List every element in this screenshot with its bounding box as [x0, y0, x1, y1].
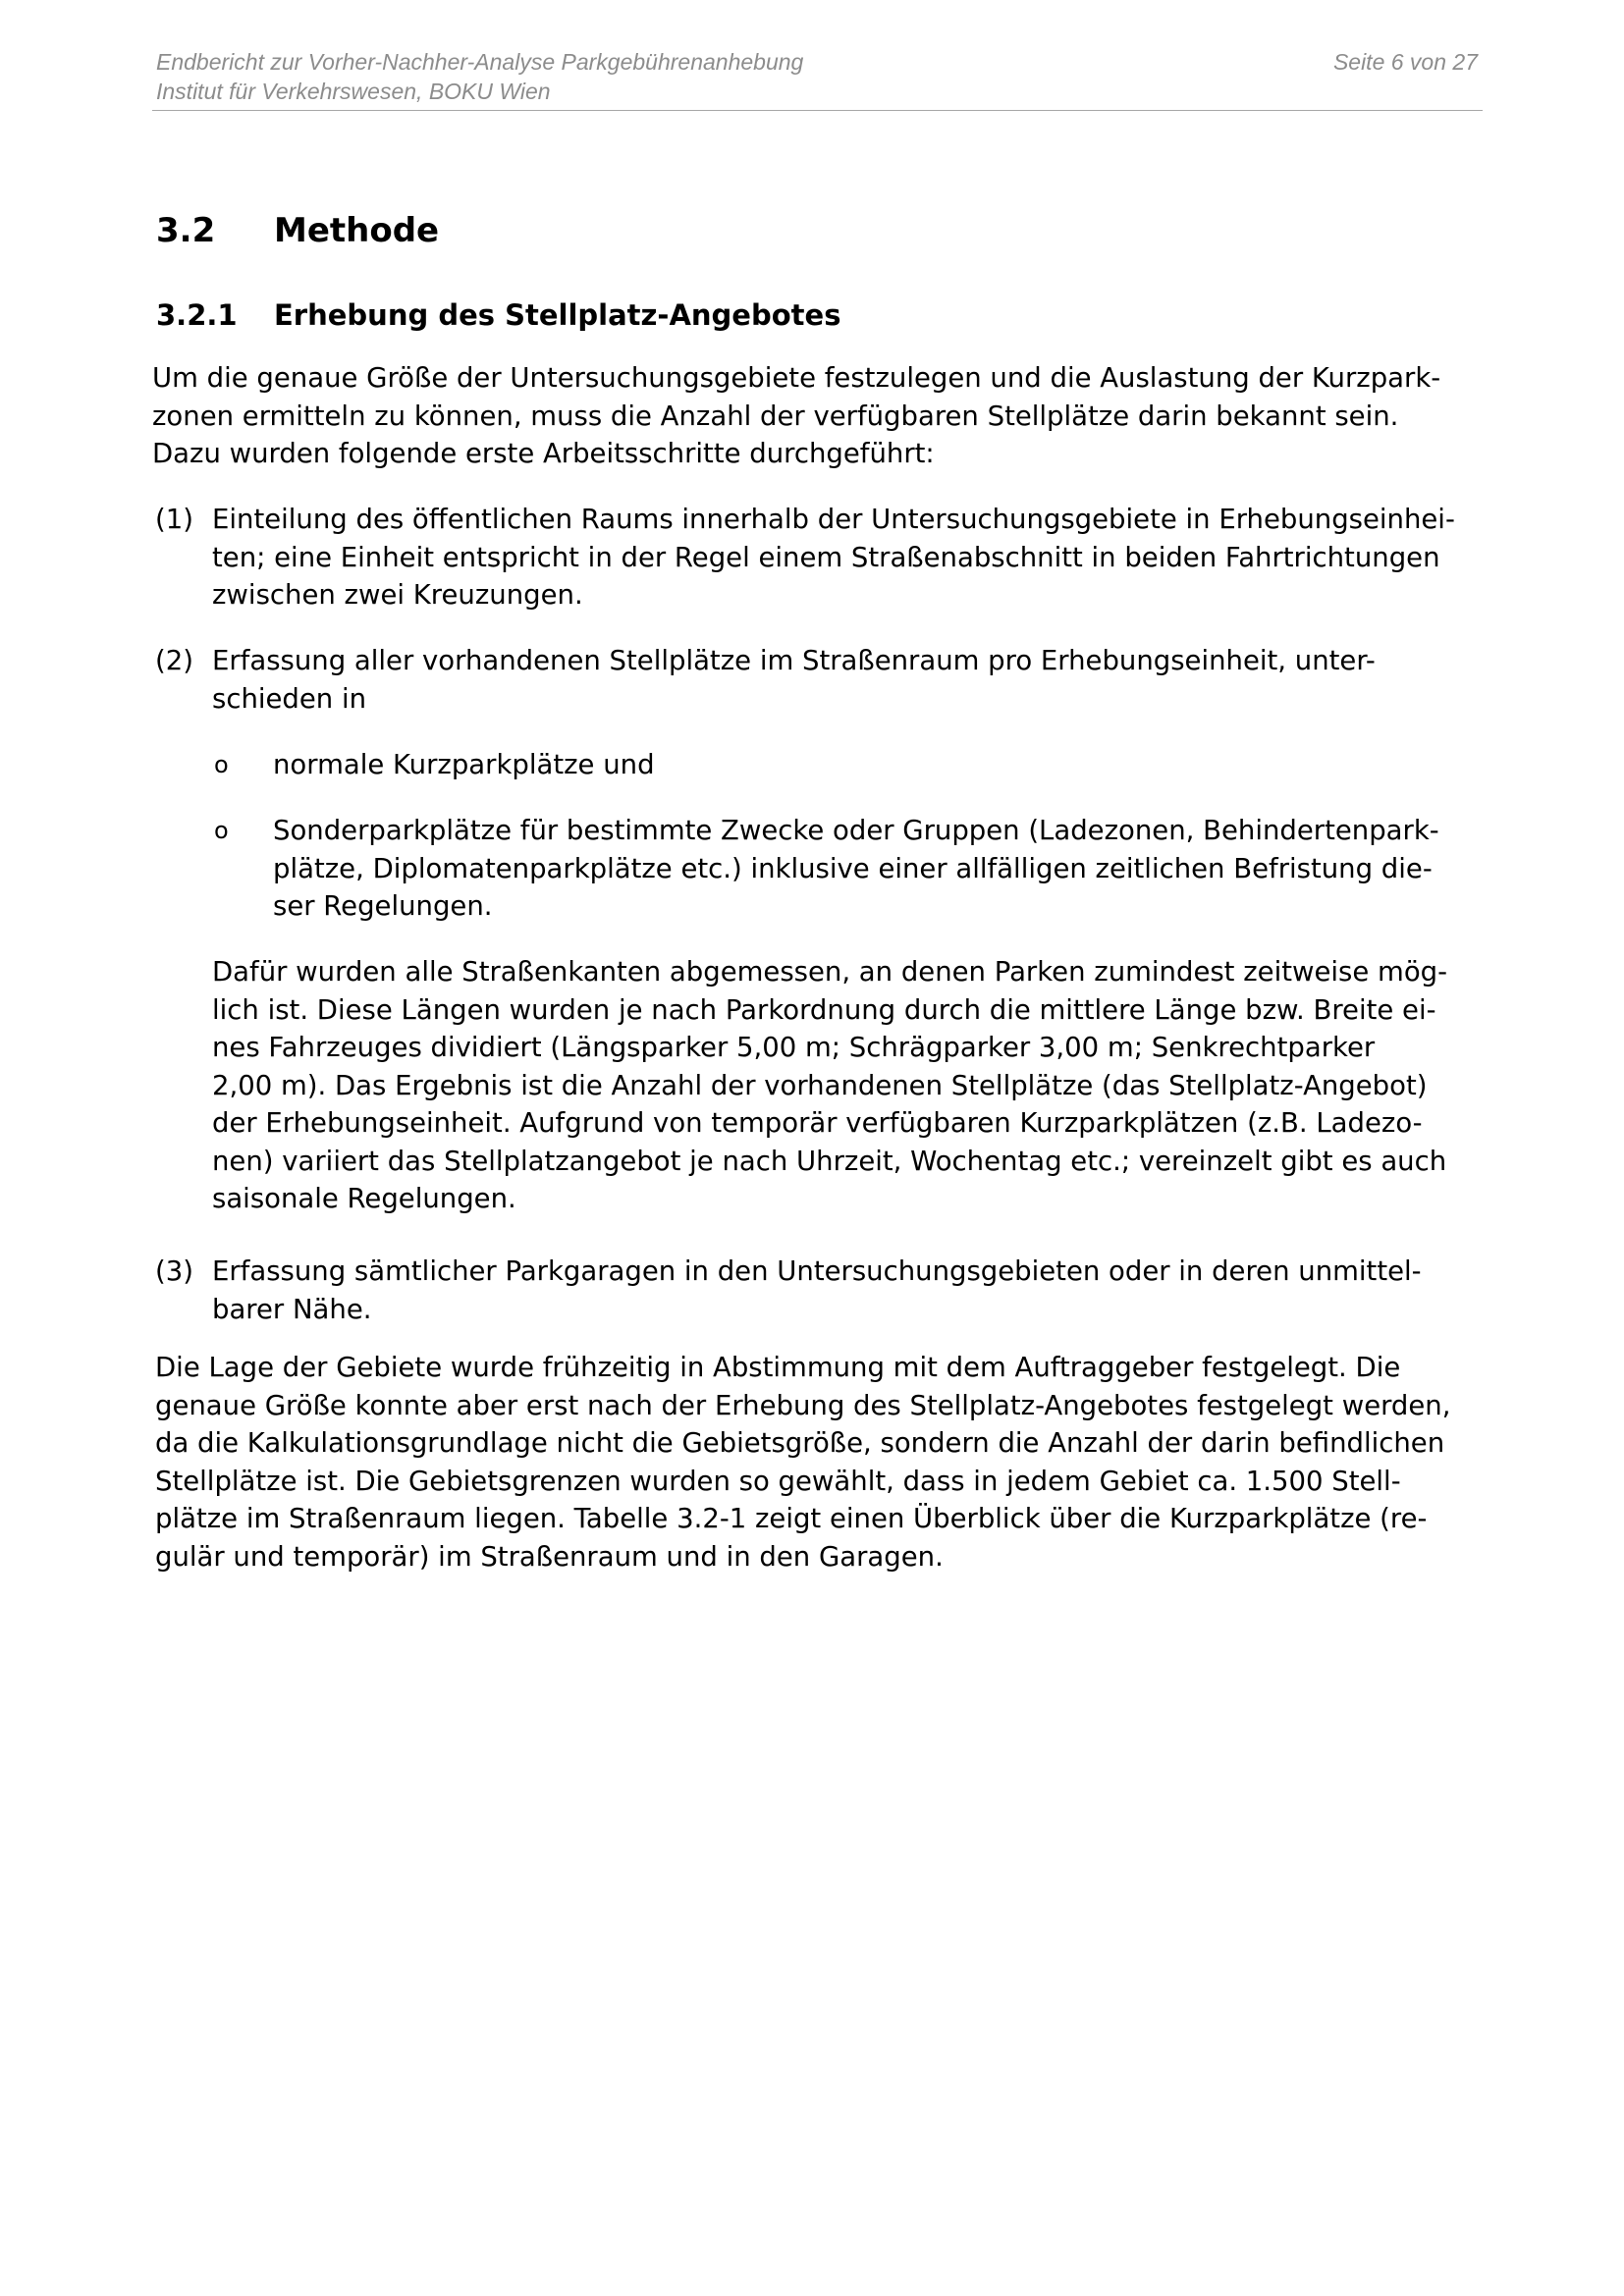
bullet-marker: o: [214, 751, 229, 778]
step2-note-paragraph: [212, 953, 1489, 1218]
section-heading: [156, 211, 439, 250]
text-line: Stellplätze ist. Die Gebietsgrenzen wurden so gewählt, dass in jedem Gebiet ca. 1.500 Stell-: [155, 1465, 1401, 1497]
text-line: der Erhebungseinheit. Aufgrund von temporär verfügbaren Kurzparkplätzen (z.B. Ladezo-: [212, 1107, 1423, 1139]
text-line: Um die genaue Größe der Untersuchungsgebiete festzulegen und die Auslastung der Kurzpark-: [152, 362, 1441, 394]
section-number: 3.2: [156, 211, 216, 250]
text-line: normale Kurzparkplätze und: [273, 749, 655, 780]
text-line: zwischen zwei Kreuzungen.: [212, 579, 583, 611]
text-line: schieden in: [212, 682, 367, 715]
bullet-marker: o: [214, 817, 229, 844]
text-line: Sonderparkplätze für bestimmte Zwecke oder Gruppen (Ladezonen, Behindertenpark-: [273, 815, 1439, 846]
text-line: lich ist. Diese Längen wurden je nach Parkordnung durch die mittlere Länge bzw. Breite ei-: [212, 993, 1436, 1026]
text-line: Die Lage der Gebiete wurde frühzeitig in Abstimmung mit dem Auftraggeber festgelegt. Die: [155, 1352, 1401, 1383]
text-line: ser Regelungen.: [273, 890, 493, 922]
text-line: gulär und temporär) im Straßenraum und in den Garagen.: [155, 1540, 944, 1573]
final-paragraph: [155, 1349, 1490, 1575]
text-line: plätze im Straßenraum liegen. Tabelle 3.2-1 zeigt einen Überblick über die Kurzparkplätze (re-: [155, 1503, 1428, 1534]
text-line: Dafür wurden alle Straßenkanten abgemessen, an denen Parken zumindest zeitweise mög-: [212, 956, 1448, 988]
text-line: Erfassung aller vorhandenen Stellplätze im Straßenraum pro Erhebungseinheit, unter-: [212, 645, 1376, 676]
text-line: zonen ermitteln zu können, muss die Anzahl der verfügbaren Stellplätze darin bekannt sein.: [152, 400, 1399, 432]
header-report-title: Endbericht zur Vorher-Nachher-Analyse Parkgebührenanhebung: [156, 49, 804, 75]
subsection-number: 3.2.1: [156, 298, 238, 332]
text-line: genaue Größe konnte aber erst nach der Erhebung des Stellplatz-Angebotes festgelegt werden,: [155, 1389, 1451, 1421]
text-line: Erfassung sämtlicher Parkgaragen in den Untersuchungsgebieten oder in deren unmittel-: [212, 1255, 1422, 1287]
step-marker: (2): [155, 645, 193, 676]
text-line: plätze, Diplomatenparkplätze etc.) inklusive einer allfälligen zeitlichen Befristung die-: [273, 852, 1433, 884]
step-marker: (1): [155, 504, 193, 535]
text-line: nes Fahrzeuges dividiert (Längsparker 5,00 m; Schrägparker 3,00 m; Senkrechtparker: [212, 1032, 1376, 1063]
header-institute: Institut für Verkehrswesen, BOKU Wien: [156, 79, 551, 104]
header-page-number: Seite 6 von 27: [1332, 49, 1478, 75]
text-line: Dazu wurden folgende erste Arbeitsschritte durchgeführt:: [152, 438, 935, 469]
text-line: da die Kalkulationsgrundlage nicht die Gebietsgröße, sondern die Anzahl der darin befindlichen: [155, 1427, 1445, 1459]
text-line: nen) variiert das Stellplatzangebot je nach Uhrzeit, Wochentag etc.; vereinzelt gibt es auch: [212, 1145, 1447, 1177]
section-title: Methode: [274, 211, 440, 250]
intro-paragraph: [152, 359, 1488, 473]
subsection-title: Erhebung des Stellplatz-Angebotes: [274, 298, 841, 332]
subsection-heading: [156, 298, 840, 332]
page-header: [152, 49, 1483, 111]
step-marker: (3): [155, 1255, 193, 1287]
text-line: ten; eine Einheit entspricht in der Regel einem Straßenabschnitt in beiden Fahrtrichtungen: [212, 541, 1440, 573]
text-line: saisonale Regelungen.: [212, 1183, 516, 1214]
text-line: 2,00 m). Das Ergebnis ist die Anzahl der vorhandenen Stellplätze (das Stellplatz-Angebot): [212, 1069, 1428, 1101]
text-line: Einteilung des öffentlichen Raums innerhalb der Untersuchungsgebiete in Erhebungseinhei-: [212, 504, 1455, 535]
text-line: barer Nähe.: [212, 1293, 372, 1325]
